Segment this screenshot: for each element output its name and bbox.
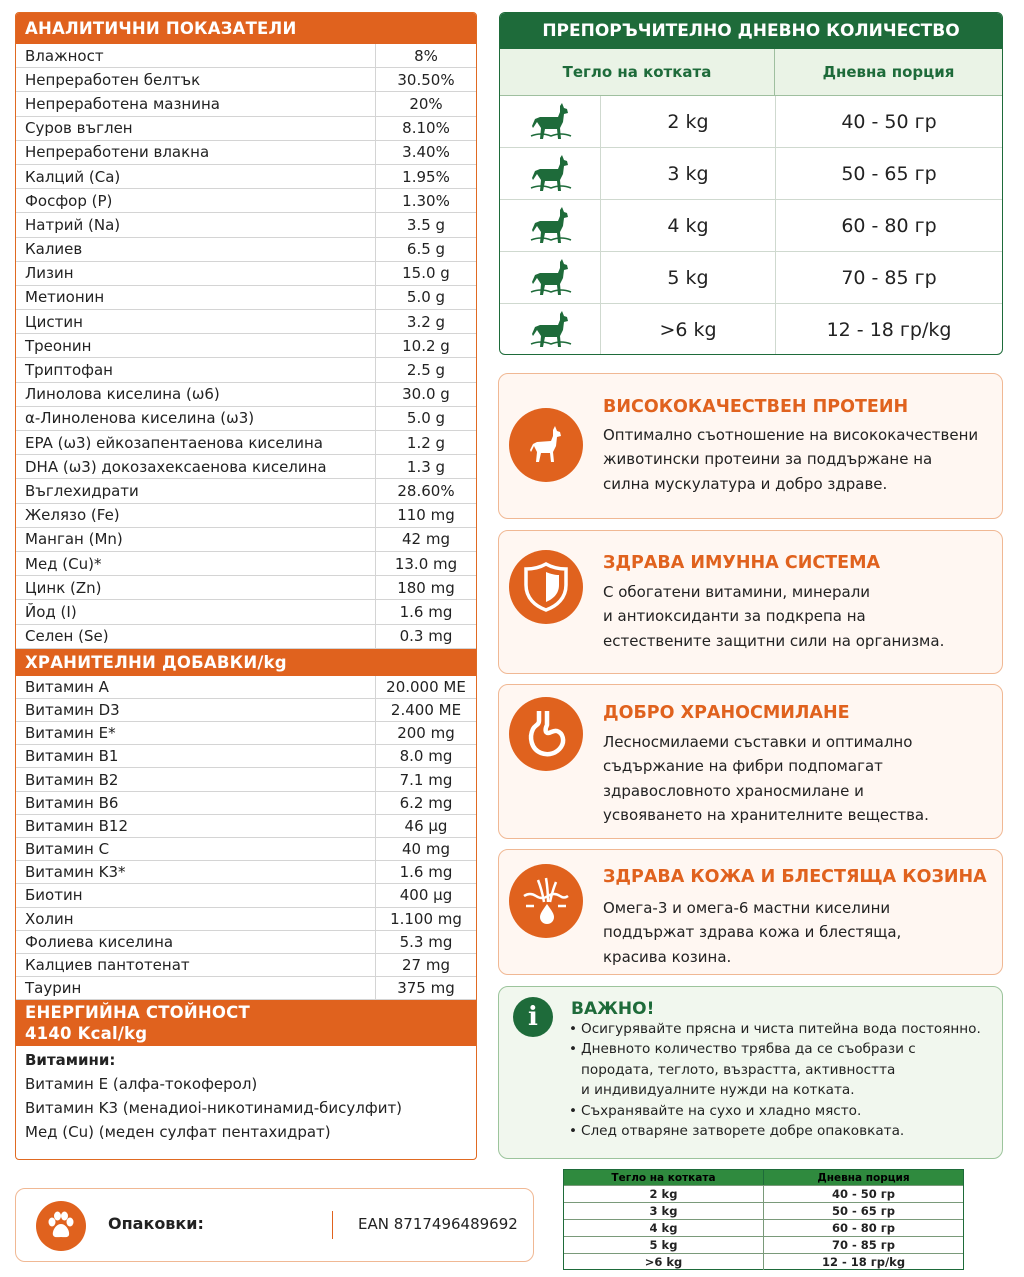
row-label: Витамин A [16, 676, 376, 698]
row-label: Витамин B1 [16, 745, 376, 767]
table-row [16, 792, 476, 815]
row-label: Таурин [16, 977, 376, 999]
feeding-weight: 2 kg [601, 96, 776, 147]
dog-silhouette-icon [500, 252, 601, 303]
divider [332, 1211, 333, 1239]
small-portion: 12 - 18 гр/kg [821, 1255, 906, 1269]
small-portion: 70 - 85 гр [831, 1238, 896, 1252]
table-row [16, 977, 476, 1000]
row-value: 30.50% [397, 70, 455, 89]
small-table-row [564, 1253, 963, 1270]
row-value: 1.3 g [406, 457, 446, 476]
table-row [16, 310, 476, 334]
table-row [16, 699, 476, 722]
row-label: Лизин [16, 262, 376, 285]
info-icon: i [513, 997, 553, 1037]
table-row [16, 334, 476, 358]
row-value: 20.000 МЕ [386, 677, 466, 696]
row-value: 1.2 g [406, 433, 446, 452]
benefit-line: здравословното храносмилане и [603, 781, 864, 800]
table-row [16, 238, 476, 262]
small-table-row [564, 1185, 963, 1202]
important-item: • Дневното количество трябва да се съобрази с [569, 1039, 994, 1059]
small-feeding-table [563, 1169, 964, 1270]
vitamins-list [16, 1046, 476, 1144]
ean-code: EAN 8717496489692 [358, 1215, 518, 1233]
row-value: 110 mg [397, 506, 455, 525]
row-value: 1.6 mg [399, 863, 453, 882]
table-row [16, 92, 476, 116]
important-list [569, 1019, 994, 1141]
benefit-line: силна мускулатура и добро здраве. [603, 474, 888, 493]
row-value: 2.5 g [406, 361, 446, 380]
table-row [16, 141, 476, 165]
vitamin-item: Витамин K3 (менадиоі-никотинамид-бисулфит) [25, 1099, 403, 1118]
feeding-portion: 12 - 18 гр/kg [826, 319, 952, 341]
dog-silhouette-icon [500, 96, 601, 147]
row-label: Фосфор (P) [16, 189, 376, 212]
row-value: 7.1 mg [399, 770, 453, 789]
benefit-line: красива козина. [603, 947, 732, 966]
row-label: α-Линоленова киселина (ω3) [16, 407, 376, 430]
row-label: Метионин [16, 286, 376, 309]
benefit-line: животински протеини за поддържане на [603, 450, 933, 469]
benefit-line: Лесносмилаеми съставки и оптимално [603, 733, 913, 751]
small-table-row [564, 1219, 963, 1236]
energy-block [16, 1000, 476, 1046]
row-value: 40 mg [402, 840, 450, 859]
table-row [16, 117, 476, 141]
row-label: Селен (Se) [16, 625, 376, 648]
row-label: Манган (Mn) [16, 528, 376, 551]
table-row [16, 262, 476, 286]
benefit-line: С обогатени витамини, минерали [603, 583, 871, 601]
row-label: Непреработени влакна [16, 141, 376, 164]
table-row [16, 383, 476, 407]
row-label: Калций (Ca) [16, 165, 376, 188]
packaging-box [15, 1188, 534, 1262]
small-weight: 4 kg [564, 1220, 764, 1236]
benefit-card-protein [498, 373, 1003, 519]
benefit-card-skin [498, 849, 1003, 975]
row-value: 13.0 mg [394, 554, 458, 573]
row-value: 15.0 g [402, 264, 450, 283]
feeding-portion: 40 - 50 гр [841, 110, 937, 133]
row-value: 1.100 mg [390, 909, 462, 928]
benefit-title: ЗДРАВА КОЖА И БЛЕСТЯЩА КОЗИНА [603, 867, 987, 887]
row-label: Линолова киселина (ω6) [16, 383, 376, 406]
table-row [16, 189, 476, 213]
row-value: 6.5 g [406, 240, 446, 259]
row-label: Триптофан [16, 358, 376, 381]
feeding-table [499, 12, 1003, 355]
small-portion: 40 - 50 гр [831, 1187, 896, 1201]
small-weight: >6 kg [564, 1254, 764, 1270]
table-row [16, 286, 476, 310]
table-row [16, 44, 476, 68]
row-label: EPA (ω3) ейкозапентаенова киселина [16, 431, 376, 454]
table-row [16, 954, 476, 977]
row-value: 1.95% [402, 167, 450, 186]
benefit-text [603, 423, 998, 496]
row-label: Натрий (Na) [16, 213, 376, 236]
row-label: Витамин D3 [16, 699, 376, 721]
feeding-weight: 3 kg [601, 148, 776, 199]
table-row [16, 768, 476, 791]
packaging-label: Опаковки: [108, 1214, 204, 1233]
small-portion: 50 - 65 гр [831, 1204, 896, 1218]
row-value: 42 mg [402, 530, 450, 549]
vitamins-heading: Витамини: [25, 1051, 116, 1070]
row-label: Витамин E* [16, 722, 376, 744]
row-label: Фолиева киселина [16, 931, 376, 953]
important-box [498, 986, 1003, 1159]
row-value: 27 mg [402, 956, 450, 975]
table-row [16, 931, 476, 954]
table-row [16, 213, 476, 237]
small-weight: 3 kg [564, 1203, 764, 1219]
row-value: 180 mg [397, 578, 455, 597]
dog-silhouette-icon [500, 148, 601, 199]
table-row [16, 838, 476, 861]
row-label: Желязо (Fe) [16, 504, 376, 527]
feeding-row [500, 304, 1002, 355]
row-value: 6.2 mg [399, 793, 453, 812]
vitamin-item: Мед (Cu) (меден сулфат пентахидрат) [25, 1123, 331, 1142]
energy-title: ЕНЕРГИЙНА СТОЙНОСТ [25, 1003, 250, 1023]
row-label: Витамин C [16, 838, 376, 860]
table-row [16, 455, 476, 479]
row-label: Холин [16, 908, 376, 930]
row-value: 3.40% [402, 143, 450, 162]
feeding-row [500, 200, 1002, 252]
benefit-text [603, 730, 998, 827]
table-row [16, 407, 476, 431]
row-label: Цинк (Zn) [16, 576, 376, 599]
dog-silhouette-icon [500, 304, 601, 355]
table-row [16, 600, 476, 624]
row-label: Треонин [16, 334, 376, 357]
row-value: 5.3 mg [399, 932, 453, 951]
row-label: Витамин B6 [16, 792, 376, 814]
table-row [16, 676, 476, 699]
feeding-title: ПРЕПОРЪЧИТЕЛНО ДНЕВНО КОЛИЧЕСТВО [500, 13, 1002, 49]
row-label: Йод (I) [16, 600, 376, 623]
benefit-title: ДОБРО ХРАНОСМИЛАНЕ [603, 703, 850, 723]
row-value: 20% [409, 94, 443, 113]
important-item: • След отваряне затворете добре опаковката. [569, 1121, 994, 1141]
table-row [16, 815, 476, 838]
benefit-line: поддържат здрава кожа и блестяща, [603, 923, 902, 942]
benefit-text [603, 896, 998, 969]
row-label: Калциев пантотенат [16, 954, 376, 976]
row-value: 8.0 mg [399, 747, 453, 766]
table-row [16, 861, 476, 884]
feeding-header-row [500, 49, 1002, 96]
row-value: 28.60% [397, 481, 455, 500]
row-value: 0.3 mg [399, 627, 453, 646]
important-item: породата, теглото, възрастта, активността [581, 1061, 896, 1078]
row-value: 8% [414, 46, 438, 65]
feeding-portion: 70 - 85 гр [841, 266, 937, 289]
row-value: 5.0 g [406, 409, 446, 428]
table-row [16, 625, 476, 649]
row-value: 3.2 g [406, 312, 446, 331]
small-table-header [564, 1170, 963, 1185]
benefit-title: ВИСОКОКАЧЕСТВЕН ПРОТЕИН [603, 397, 909, 417]
small-table-row [564, 1202, 963, 1219]
row-value: 3.5 g [406, 215, 446, 234]
important-item: • Осигурявайте прясна и чиста питейна вода постоянно. [569, 1019, 994, 1039]
table-row [16, 528, 476, 552]
feeding-row [500, 148, 1002, 200]
row-value: 1.6 mg [399, 602, 453, 621]
small-weight: 2 kg [564, 1186, 764, 1202]
table-row [16, 908, 476, 931]
dog-icon [509, 408, 583, 482]
table-row [16, 745, 476, 768]
row-value: 375 mg [397, 979, 455, 998]
benefit-line: естествените защитни сили на организма. [603, 631, 945, 650]
row-value: 46 µg [404, 816, 448, 835]
table-row [16, 479, 476, 503]
table-row [16, 165, 476, 189]
feeding-col-weight: Тегло на котката [500, 49, 775, 95]
small-col-portion: Дневна порция [817, 1171, 910, 1184]
vitamin-item: Витамин E (алфа-токоферол) [25, 1075, 258, 1094]
row-label: Въглехидрати [16, 479, 376, 502]
analytics-panel [15, 12, 477, 1160]
dog-silhouette-icon [500, 200, 601, 251]
hair-follicle-icon [509, 864, 583, 938]
benefit-text [603, 580, 998, 653]
row-label: Цистин [16, 310, 376, 333]
table-row [16, 576, 476, 600]
benefit-card-immune [498, 530, 1003, 674]
row-value: 1.30% [402, 191, 450, 210]
small-weight: 5 kg [564, 1237, 764, 1253]
row-value: 200 mg [397, 724, 455, 743]
small-col-weight: Тегло на котката [564, 1170, 764, 1185]
row-label: DHA (ω3) докозахексаенова киселина [16, 455, 376, 478]
table-row [16, 884, 476, 907]
benefit-title: ЗДРАВА ИМУННА СИСТЕМА [603, 553, 881, 573]
table-row [16, 358, 476, 382]
row-label: Непреработен белтък [16, 68, 376, 91]
row-value: 2.400 МЕ [390, 700, 462, 719]
small-table-row [564, 1236, 963, 1253]
row-label: Калиев [16, 238, 376, 261]
row-label: Суров въглен [16, 117, 376, 140]
small-portion: 60 - 80 гр [831, 1221, 896, 1235]
stomach-icon [509, 697, 583, 771]
row-value: 5.0 g [406, 288, 446, 307]
feeding-row [500, 96, 1002, 148]
feeding-weight: 5 kg [601, 252, 776, 303]
benefit-line: Омега-3 и омега-6 мастни киселини [603, 899, 891, 917]
table-row [16, 68, 476, 92]
important-item: и индивидуалните нужди на котката. [581, 1082, 855, 1099]
table-row [16, 722, 476, 745]
feeding-portion: 50 - 65 гр [841, 162, 937, 185]
additives-title: ХРАНИТЕЛНИ ДОБАВКИ/kg [16, 649, 476, 676]
important-title: ВАЖНО! [571, 999, 655, 1019]
analytics-title: АНАЛИТИЧНИ ПОКАЗАТЕЛИ [16, 13, 476, 44]
energy-value: 4140 Kcal/kg [25, 1024, 148, 1044]
feeding-weight: >6 kg [601, 304, 776, 355]
benefit-line: съдържание на фибри подпомагат [603, 757, 883, 776]
row-label: Влажност [16, 44, 376, 67]
row-label: Биотин [16, 884, 376, 906]
feeding-col-portion: Дневна порция [822, 63, 955, 81]
row-value: 30.0 g [402, 385, 450, 404]
table-row [16, 552, 476, 576]
feeding-weight: 4 kg [601, 200, 776, 251]
paw-icon [36, 1201, 86, 1251]
feeding-row [500, 252, 1002, 304]
row-label: Витамин B2 [16, 768, 376, 790]
row-label: Витамин B12 [16, 815, 376, 837]
row-value: 10.2 g [402, 336, 450, 355]
row-value: 400 µg [399, 886, 453, 905]
additives-table [16, 676, 476, 1001]
row-label: Витамин K3* [16, 861, 376, 883]
feeding-portion: 60 - 80 гр [841, 214, 937, 237]
table-row [16, 431, 476, 455]
benefit-line: Оптимално съотношение на висококачествени [603, 426, 979, 444]
benefit-line: и антиоксиданти за подкрепа на [603, 607, 866, 626]
table-row [16, 504, 476, 528]
row-label: Непреработена мазнина [16, 92, 376, 115]
benefit-line: усвояването на хранителните вещества. [603, 805, 929, 824]
analytics-table [16, 44, 476, 649]
shield-icon [509, 550, 583, 624]
row-value: 8.10% [402, 119, 450, 138]
row-label: Мед (Cu)* [16, 552, 376, 575]
important-item: • Съхранявайте на сухо и хладно място. [569, 1101, 994, 1121]
benefit-card-digestion [498, 684, 1003, 839]
